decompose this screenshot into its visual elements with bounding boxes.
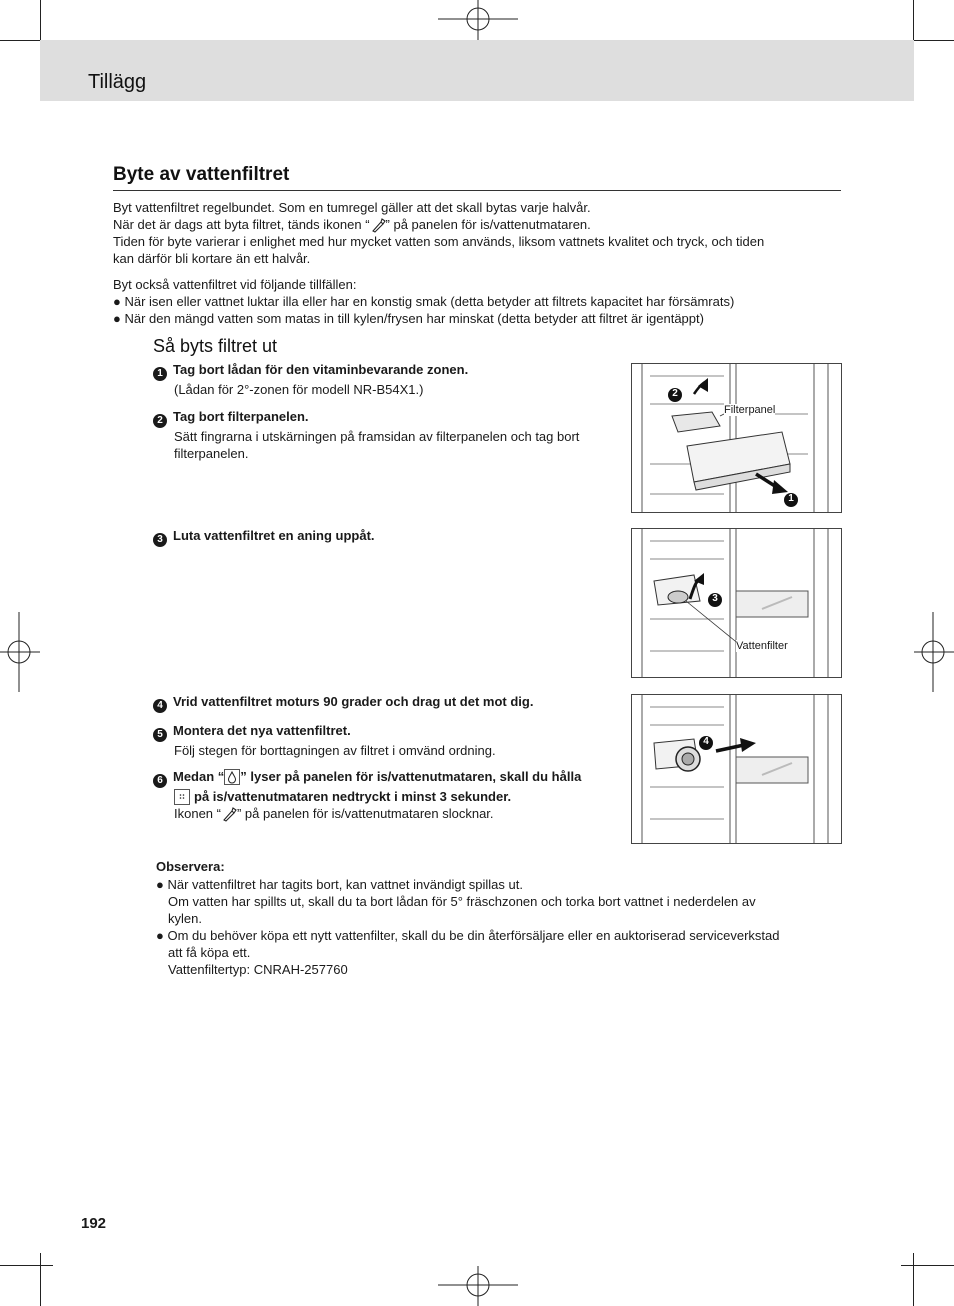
badge-number: 3 xyxy=(712,593,718,604)
badge-number: 4 xyxy=(703,736,709,747)
step-5 xyxy=(153,722,496,759)
intro-line: Byt också vattenfiltret vid följande tillfällen: xyxy=(113,277,357,292)
step-desc: ” på panelen för is/vattenutmataren slocknar. xyxy=(236,806,494,821)
water-drop-icon xyxy=(224,769,240,785)
step-title: på is/vattenutmataren nedtryckt i minst 3 sekunder. xyxy=(194,789,512,804)
step-number: 5 xyxy=(153,728,167,742)
crop-mark xyxy=(901,1265,954,1266)
registration-mark xyxy=(438,1266,518,1306)
step-number: 2 xyxy=(153,414,167,428)
filter-icon xyxy=(221,806,237,822)
header-band xyxy=(40,40,914,101)
note-line: Vattenfiltertyp: CNRAH-257760 xyxy=(168,962,348,977)
registration-mark xyxy=(914,612,954,692)
figure-tilt-filter xyxy=(631,528,842,678)
intro-text: ” på panelen för is/vattenutmataren. xyxy=(385,217,591,232)
dispenser-button-icon xyxy=(174,789,190,805)
registration-mark xyxy=(438,0,518,40)
step-desc: Sätt fingrarna i utskärningen på framsidan av filterpanelen och tag bort xyxy=(174,429,580,444)
figure-label: Filterpanel xyxy=(724,404,776,416)
step-title: Montera det nya vattenfiltret. xyxy=(173,723,351,738)
step-desc: Följ stegen för borttagningen av filtret i omvänd ordning. xyxy=(174,743,496,758)
step-title: Luta vattenfiltret en aning uppåt. xyxy=(173,528,375,543)
intro-text: När det är dags att byta filtret, tänds ikonen “ xyxy=(113,217,370,232)
crop-mark xyxy=(0,1265,53,1266)
figure-remove-drawer xyxy=(631,363,842,513)
page-number: 192 xyxy=(81,1215,107,1232)
intro-line xyxy=(113,216,591,233)
step-title: Tag bort filterpanelen. xyxy=(173,409,309,424)
intro-line: Byt vattenfiltret regelbundet. Som en tumregel gäller att det skall bytas varje halvår. xyxy=(113,200,591,215)
intro-line: kan därför bli kortare än ett halvår. xyxy=(113,251,311,266)
section-divider xyxy=(113,190,841,191)
note-title: Observera: xyxy=(156,859,225,874)
note-line: ● Om du behöver köpa ett nytt vattenfilter, skall du be din återförsäljare eller en auktoriserad serviceverkstad xyxy=(156,928,780,943)
badge-number: 1 xyxy=(788,493,794,504)
intro-bullet: ● När den mängd vatten som matas in till kylen/frysen har minskat (detta betyder att filtret är igentäppt) xyxy=(113,311,704,326)
chapter-title: Tillägg xyxy=(88,71,147,93)
crop-mark xyxy=(913,1253,914,1306)
step-title: Tag bort lådan för den vitaminbevarande zonen. xyxy=(173,362,469,377)
step-6 xyxy=(153,768,581,822)
step-3 xyxy=(153,527,375,547)
crop-mark xyxy=(40,1253,41,1306)
section-title: Byte av vattenfiltret xyxy=(113,164,290,185)
step-desc: (Lådan för 2°-zonen för modell NR-B54X1.) xyxy=(174,382,424,397)
step-number: 1 xyxy=(153,367,167,381)
step-title: Medan “ xyxy=(173,769,225,784)
step-title: ” lyser på panelen för is/vattenutmataren, skall du hålla xyxy=(240,769,582,784)
step-1 xyxy=(153,361,468,398)
intro-line: Tiden för byte varierar i enlighet med hur mycket vatten som används, liksom vattnets kvalitet och tryck, och tiden xyxy=(113,234,765,249)
figure-twist-filter xyxy=(631,694,842,844)
note-line: kylen. xyxy=(168,911,202,926)
step-number: 4 xyxy=(153,699,167,713)
note-line: att få köpa ett. xyxy=(168,945,251,960)
step-number: 3 xyxy=(153,533,167,547)
filter-icon xyxy=(370,217,386,233)
step-number: 6 xyxy=(153,774,167,788)
step-desc: filterpanelen. xyxy=(174,446,249,461)
badge-number: 2 xyxy=(672,388,678,399)
intro-bullet: ● När isen eller vattnet luktar illa eller har en konstig smak (detta betyder att filtrets kapacitet har försämrats) xyxy=(113,294,735,309)
step-title: Vrid vattenfiltret moturs 90 grader och drag ut det mot dig. xyxy=(173,694,534,709)
registration-mark xyxy=(0,612,40,692)
note-line: Om vatten har spillts ut, skall du ta bort lådan för 5° fräschzonen och torka bort vattnet i nederdelen av xyxy=(168,894,756,909)
note-line: ● När vattenfiltret har tagits bort, kan vattnet invändigt spillas ut. xyxy=(156,877,523,892)
howto-title: Så byts filtret ut xyxy=(153,336,278,356)
step-2 xyxy=(153,408,579,462)
step-desc: Ikonen “ xyxy=(174,806,221,821)
step-4 xyxy=(153,693,533,713)
figure-label: Vattenfilter xyxy=(736,640,788,652)
